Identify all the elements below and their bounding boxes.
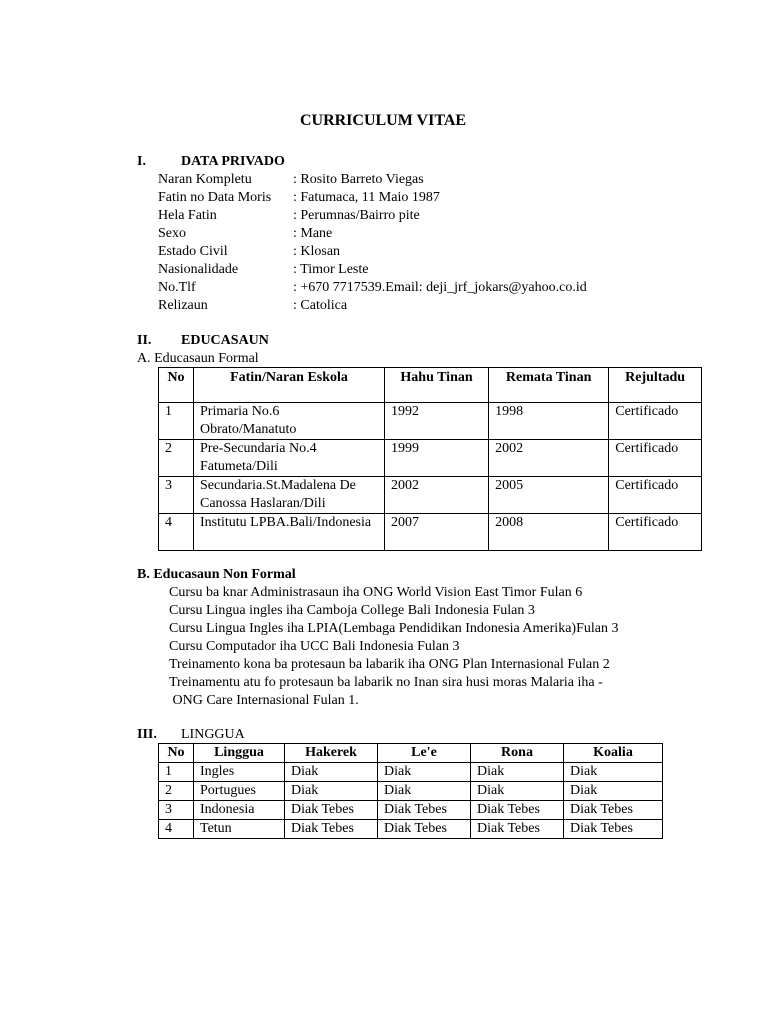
personal-value-birth: : Fatumaca, 11 Maio 1987 <box>293 190 440 205</box>
table-header-cell: Rona <box>471 744 564 763</box>
table-cell: 1 <box>159 403 194 440</box>
table-header-cell: No <box>159 368 194 403</box>
table-cell: Diak Tebes <box>285 801 378 820</box>
table-header-cell: Hahu Tinan <box>385 368 489 403</box>
section-2-heading: EDUCASAUN <box>181 333 269 348</box>
section-1-number: I. <box>137 154 146 169</box>
table-cell: 1999 <box>385 440 489 477</box>
table-cell: Certificado <box>609 440 702 477</box>
nonformal-item: Cursu ba knar Administrasaun iha ONG World Vision East Timor Fulan 6 <box>169 585 583 600</box>
language-table <box>158 743 663 839</box>
table-cell: 4 <box>159 820 194 839</box>
formal-education-label: A. Educasaun Formal <box>137 351 259 366</box>
personal-value-address: : Perumnas/Bairro pite <box>293 208 420 223</box>
personal-label-sex: Sexo <box>158 226 186 241</box>
table-cell: 2002 <box>489 440 609 477</box>
personal-label-address: Hela Fatin <box>158 208 217 223</box>
table-cell: 2005 <box>489 477 609 514</box>
table-cell: Portugues <box>194 782 285 801</box>
table-cell: Diak <box>378 782 471 801</box>
table-cell: Diak Tebes <box>285 820 378 839</box>
formal-education-table <box>158 367 702 551</box>
table-cell: Diak Tebes <box>378 820 471 839</box>
table-row <box>159 440 702 477</box>
personal-value-civil-status: : Klosan <box>293 244 341 259</box>
table-header-cell: Fatin/Naran Eskola <box>194 368 385 403</box>
table-cell: 3 <box>159 477 194 514</box>
table-cell: 4 <box>159 514 194 551</box>
section-1-heading: DATA PRIVADO <box>181 154 285 169</box>
nonformal-item: Treinamentu atu fo protesaun ba labarik no Inan sira husi moras Malaria iha - <box>169 675 603 690</box>
table-cell: 2008 <box>489 514 609 551</box>
table-cell: Diak Tebes <box>564 801 663 820</box>
table-cell: Diak <box>564 763 663 782</box>
table-row <box>159 763 663 782</box>
document-title: CURRICULUM VITAE <box>299 112 467 129</box>
personal-label-phone: No.Tlf <box>158 280 196 295</box>
table-cell: Diak Tebes <box>471 801 564 820</box>
table-cell: Certificado <box>609 514 702 551</box>
table-cell: Diak Tebes <box>471 820 564 839</box>
table-header-cell: Hakerek <box>285 744 378 763</box>
table-cell: Diak <box>285 782 378 801</box>
table-header-cell: Remata Tinan <box>489 368 609 403</box>
table-cell: Diak <box>471 782 564 801</box>
nonformal-item: Cursu Lingua Ingles iha LPIA(Lembaga Pendidikan Indonesia Amerika)Fulan 3 <box>169 621 619 636</box>
personal-value-full-name: : Rosito Barreto Viegas <box>293 172 424 187</box>
table-header-cell: No <box>159 744 194 763</box>
table-cell: Diak Tebes <box>378 801 471 820</box>
personal-label-full-name: Naran Kompletu <box>158 172 252 187</box>
nonformal-education-label: B. Educasaun Non Formal <box>137 567 296 582</box>
table-cell: 1998 <box>489 403 609 440</box>
table-cell: 3 <box>159 801 194 820</box>
table-header-cell: Rejultadu <box>609 368 702 403</box>
table-row <box>159 801 663 820</box>
table-cell: 2007 <box>385 514 489 551</box>
table-cell: Tetun <box>194 820 285 839</box>
personal-label-birth: Fatin no Data Moris <box>158 190 272 205</box>
table-row <box>159 820 663 839</box>
table-cell: Secundaria.St.Madalena De Canossa Haslaran/Dili <box>194 477 385 514</box>
nonformal-item: Cursu Computador iha UCC Bali Indonesia Fulan 3 <box>169 639 460 654</box>
personal-label-nationality: Nasionalidade <box>158 262 239 277</box>
table-cell: Primaria No.6 Obrato/Manatuto <box>194 403 385 440</box>
table-row <box>159 514 702 551</box>
table-cell: Diak <box>378 763 471 782</box>
section-3-heading: LINGGUA <box>181 727 245 742</box>
table-cell: Institutu LPBA.Bali/Indonesia <box>194 514 385 551</box>
table-row <box>159 782 663 801</box>
nonformal-item: Cursu Lingua ingles iha Camboja College Bali Indonesia Fulan 3 <box>169 603 535 618</box>
personal-value-nationality: : Timor Leste <box>293 262 369 277</box>
nonformal-item: ONG Care Internasional Fulan 1. <box>169 693 359 708</box>
personal-label-religion: Relizaun <box>158 298 208 313</box>
table-cell: Certificado <box>609 403 702 440</box>
personal-value-sex: : Mane <box>293 226 333 241</box>
section-3-number: III. <box>137 727 157 742</box>
table-cell: 2002 <box>385 477 489 514</box>
table-cell: Indonesia <box>194 801 285 820</box>
personal-value-phone-email: : +670 7717539.Email: deji_jrf_jokars@yahoo.co.id <box>293 280 587 295</box>
table-cell: 2 <box>159 782 194 801</box>
nonformal-item: Treinamento kona ba protesaun ba labarik iha ONG Plan Internasional Fulan 2 <box>169 657 610 672</box>
table-cell: Diak <box>285 763 378 782</box>
table-cell: Diak Tebes <box>564 820 663 839</box>
table-header-cell: Linggua <box>194 744 285 763</box>
personal-value-religion: : Catolica <box>293 298 348 313</box>
table-header-cell: Koalia <box>564 744 663 763</box>
table-cell: Ingles <box>194 763 285 782</box>
table-cell: 1992 <box>385 403 489 440</box>
table-row <box>159 477 702 514</box>
section-2-number: II. <box>137 333 152 348</box>
table-cell: Pre-Secundaria No.4 Fatumeta/Dili <box>194 440 385 477</box>
table-cell: Diak <box>564 782 663 801</box>
personal-label-civil-status: Estado Civil <box>158 244 228 259</box>
table-header-row <box>159 744 663 763</box>
table-header-cell: Le'e <box>378 744 471 763</box>
table-header-row <box>159 368 702 403</box>
table-cell: 1 <box>159 763 194 782</box>
table-cell: Certificado <box>609 477 702 514</box>
table-cell: Diak <box>471 763 564 782</box>
table-cell: 2 <box>159 440 194 477</box>
table-row <box>159 403 702 440</box>
